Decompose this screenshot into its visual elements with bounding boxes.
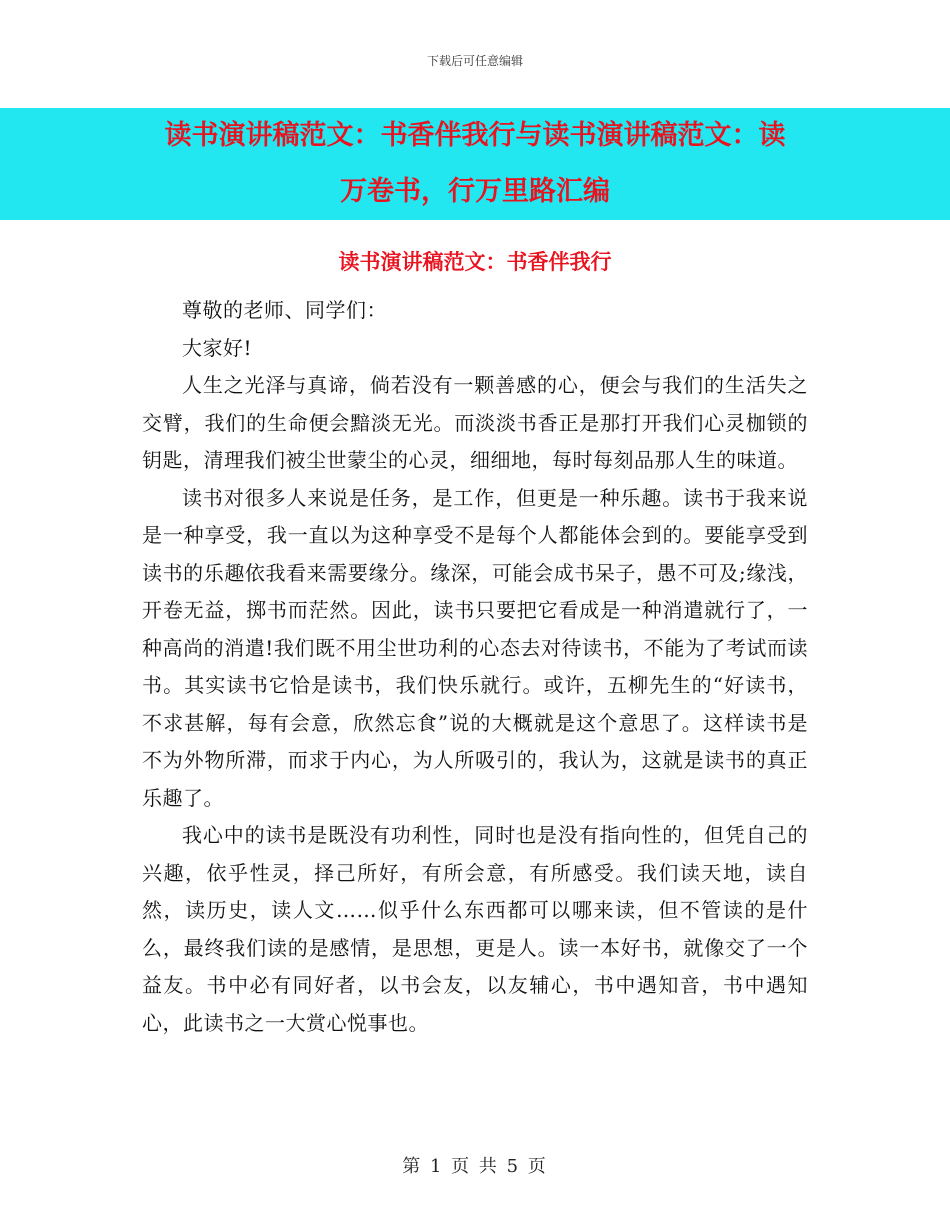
section-title: 读书演讲稿范文：书香伴我行: [338, 249, 612, 274]
paragraph-1: 人生之光泽与真谛，倘若没有一颗善感的心，便会与我们的生活失之交臂，我们的生命便会黯淡无光。而淡淡书香正是那打开我们心灵枷锁的钥匙，清理我们被尘世蒙尘的心灵，细细地，每时每刻品那人生的味道。: [142, 373, 808, 472]
salutation: 尊敬的老师、同学们：: [182, 298, 387, 322]
paragraph-2: 读书对很多人来说是任务，是工作，但更是一种乐趣。读书于我来说是一种享受，我一直以为这种享受不是每个人都能体会到的。要能享受到读书的乐趣依我看来需要缘分。缘深，可能会成书呆子，愚不可及;缘浅，开卷无益，掷书而茫然。因此，读书只要把它看成是一种消遣就行了，一种高尚的消遣!我们既不用尘世功利的心态去对待读书，不能为了考试而读书。其实读书它恰是读书，我们快乐就行。或许，五柳先生的“好读书，不求甚解，每有会意，欣然忘食”说的大概就是这个意思了。这样读书是不为外物所滞，而求于内心，为人所吸引的，我认为，这就是读书的真正乐趣了。: [142, 485, 808, 810]
page-footer: 第 1 页 共 5 页: [402, 1156, 548, 1177]
document-title-line-2: 万卷书，行万里路汇编: [336, 174, 614, 209]
paragraph-3: 我心中的读书是既没有功利性，同时也是没有指向性的，但凭自己的兴趣，依乎性灵，择己所好，有所会意，有所感受。我们读天地，读自然，读历史，读人文……似乎什么东西都可以哪来读，但不管读的是什么，最终我们读的是感情，是思想，更是人。读一本好书，就像交了一个益友。书中必有同好者，以书会友，以友辅心，书中遇知音，书中遇知心，此读书之一大赏心悦事也。: [142, 823, 808, 1035]
greeting: 大家好!: [182, 335, 253, 360]
header-note: 下载后可任意编辑: [426, 54, 523, 68]
speech-body: [142, 292, 808, 1042]
document-title: [0, 108, 950, 220]
document-title-line-1: 读书演讲稿范文：书香伴我行与读书演讲稿范文：读: [161, 118, 790, 153]
